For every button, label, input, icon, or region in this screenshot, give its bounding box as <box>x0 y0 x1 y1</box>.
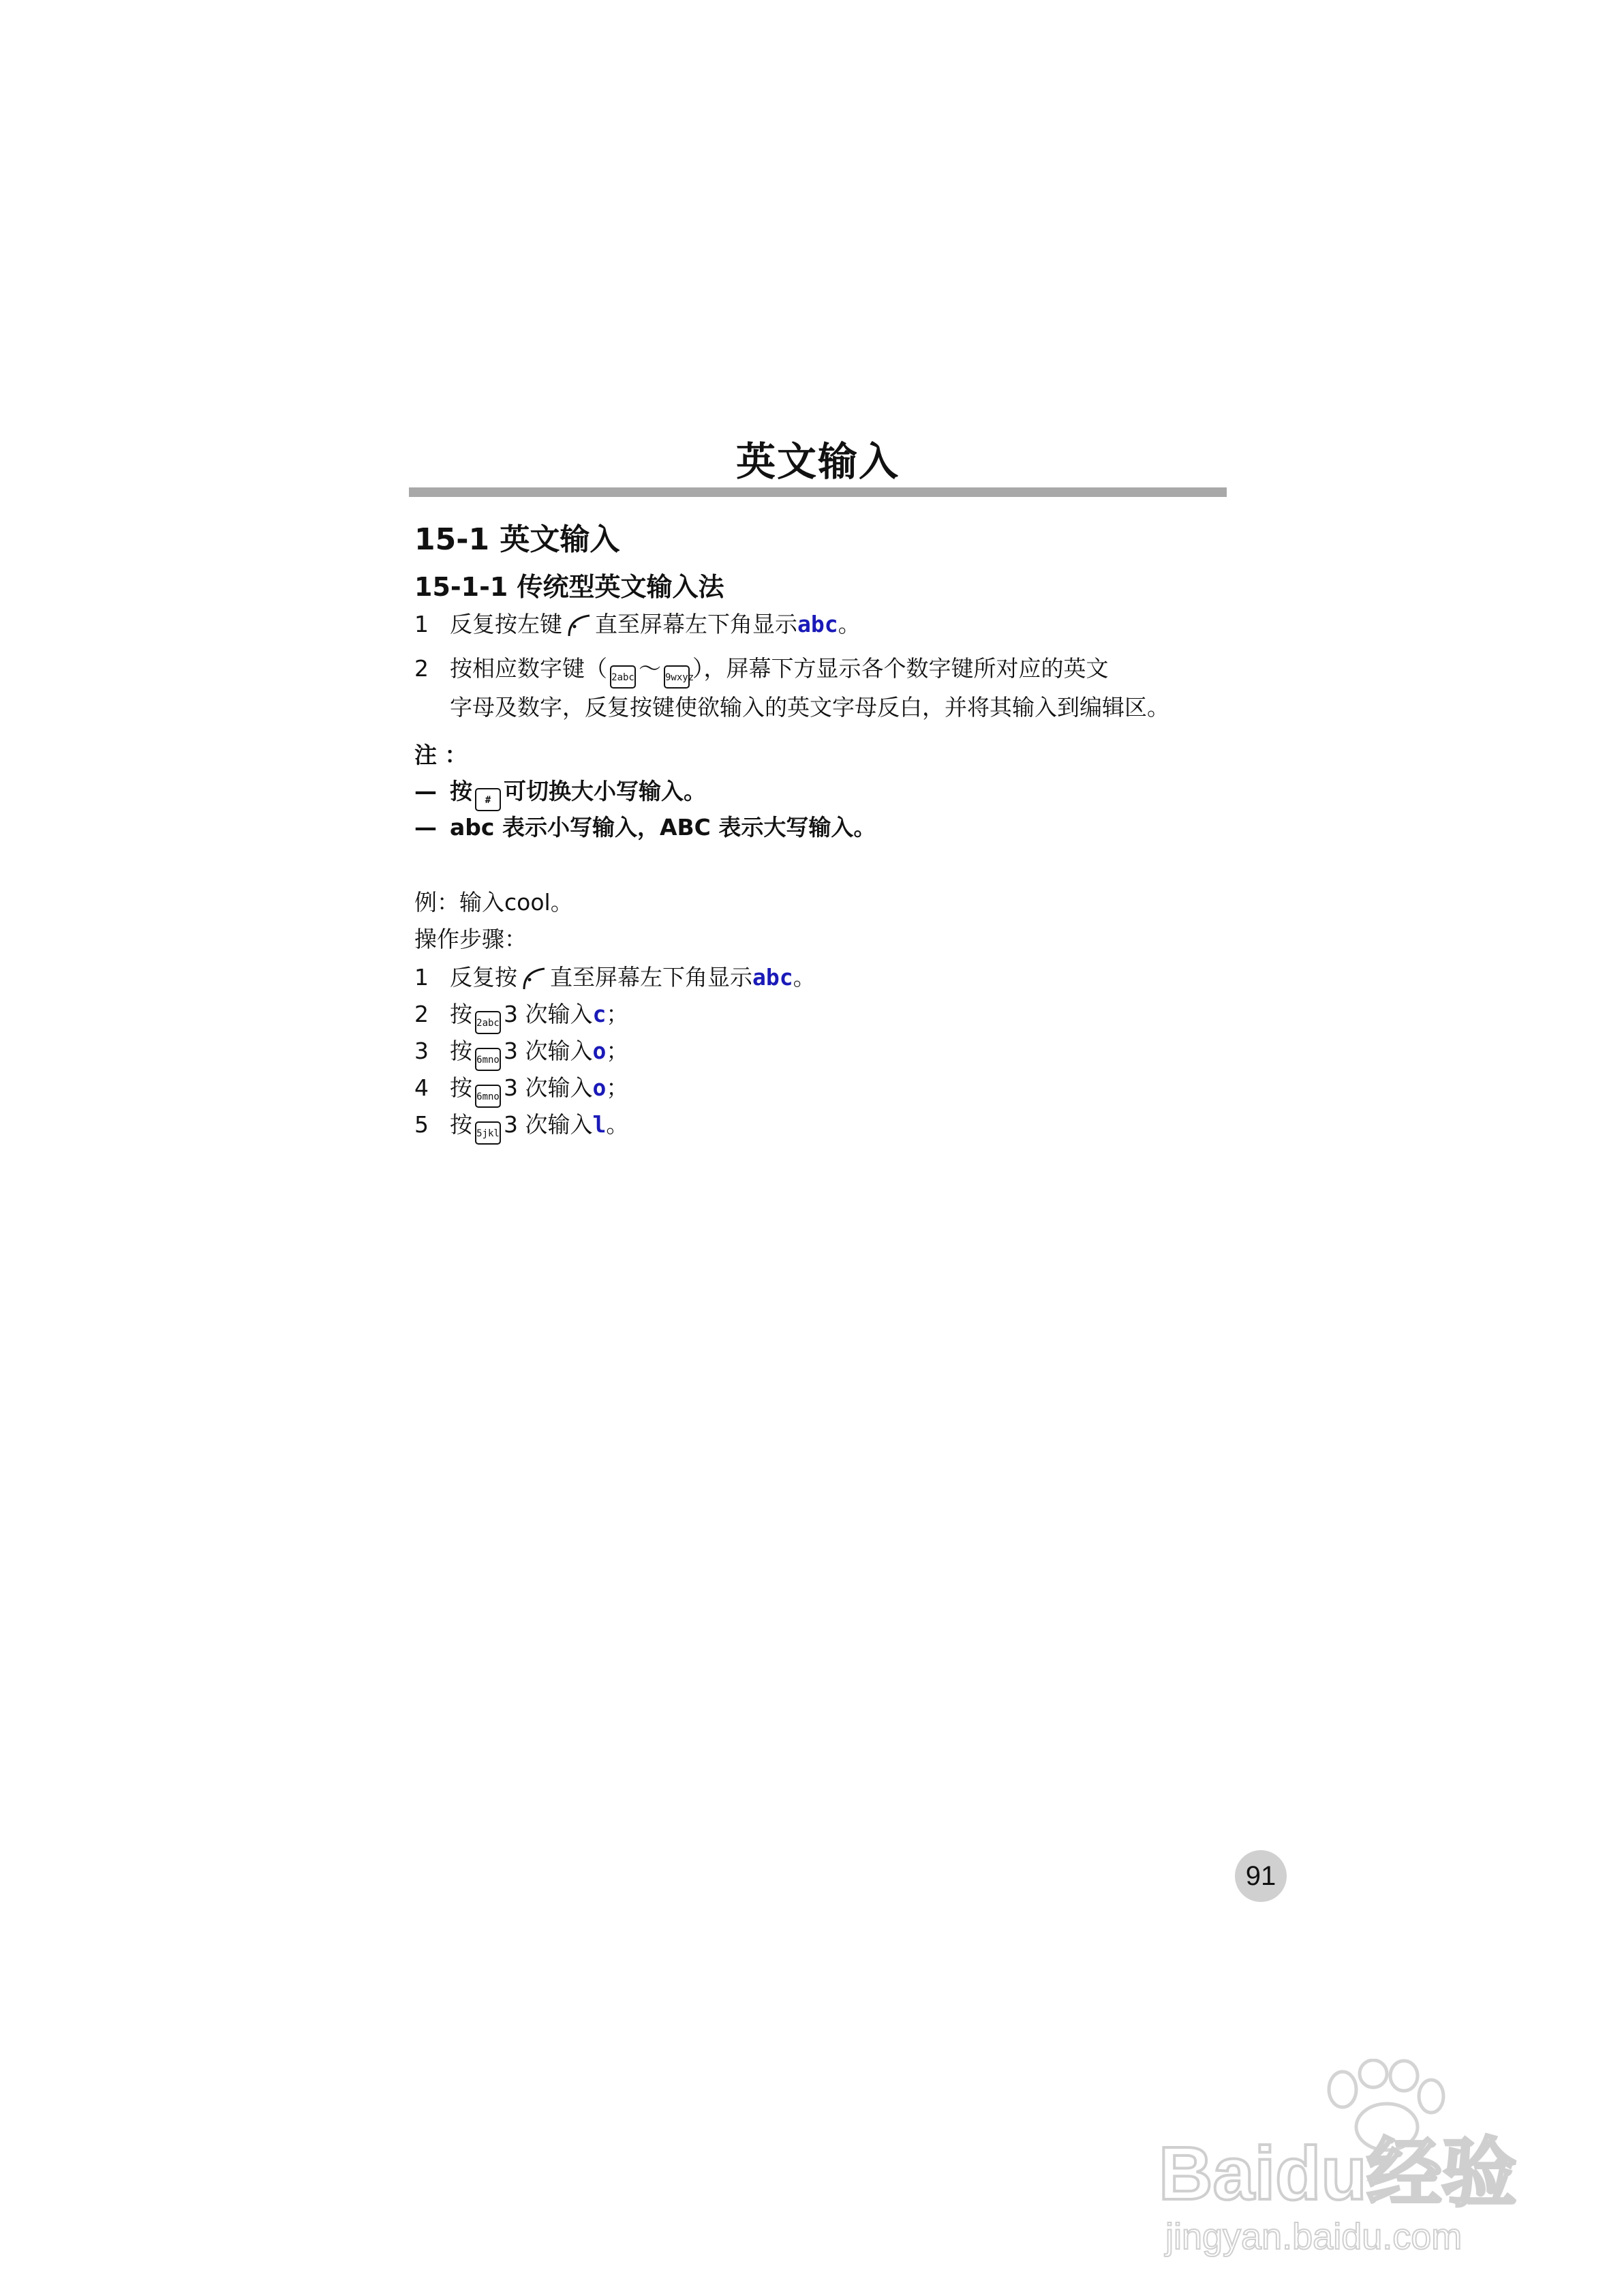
note-2 <box>414 810 876 842</box>
step-text: 3 次输入 <box>504 1038 593 1064</box>
key-6-icon: 6mno <box>475 1048 501 1071</box>
step-text: 按 <box>450 1001 472 1027</box>
watermark-url: jingyan.baidu.com <box>1165 2216 1463 2257</box>
page-number: 91 <box>1235 1850 1287 1902</box>
key-6-icon: 6mno <box>475 1085 501 1108</box>
left-softkey-icon <box>520 966 547 991</box>
dash: — <box>414 814 437 841</box>
step-number: 1 <box>414 964 429 991</box>
step-text: ； <box>606 1074 629 1101</box>
key-2-icon: 2abc <box>475 1011 501 1034</box>
key-5-icon: 5jkl <box>475 1121 501 1145</box>
step-number: 2 <box>414 655 429 682</box>
step-text: 直至屏幕左下角显示 <box>595 611 797 637</box>
example-step-2 <box>414 997 628 1034</box>
step-number: 2 <box>414 1001 429 1027</box>
steps-label: 操作步骤： <box>414 926 527 952</box>
step-text: 。 <box>606 1111 629 1138</box>
example-step-1 <box>414 960 816 992</box>
example-step-4 <box>414 1070 628 1108</box>
highlight-text: abc <box>797 611 838 637</box>
step-text: ； <box>606 1001 629 1027</box>
example-step-5 <box>414 1107 628 1145</box>
step-number: 1 <box>414 611 429 637</box>
step-text: 3 次输入 <box>504 1001 593 1027</box>
step-text: 3 次输入 <box>504 1074 593 1101</box>
note-text: 可切换大小写输入。 <box>504 778 706 804</box>
page-title: 英文输入 <box>735 438 900 485</box>
step-text: 按 <box>450 1038 472 1064</box>
step-text: 3 次输入 <box>504 1111 593 1138</box>
note-text: abc 表示小写输入，ABC 表示大写输入。 <box>450 814 876 841</box>
key-2-icon: 2abc <box>610 665 636 689</box>
step-number: 5 <box>414 1111 429 1138</box>
highlight-text: l <box>592 1111 607 1138</box>
step-text: 直至屏幕左下角显示 <box>550 964 752 991</box>
section-heading: 15-1 英文输入 <box>414 522 620 557</box>
highlight-text: c <box>592 1001 607 1027</box>
example-line: 例：输入cool。 <box>414 889 573 916</box>
step-text: ； <box>606 1038 629 1064</box>
highlight-text: o <box>592 1038 607 1064</box>
step-2-continued: 字母及数字，反复按键使欲输入的英文字母反白，并将其输入到编辑区。 <box>450 694 1169 721</box>
key-9-icon: 9wxyz <box>664 665 690 689</box>
step-text: 按相应数字键（ <box>450 655 607 682</box>
step-text: ），屏幕下方显示各个数字键所对应的英文 <box>692 655 1109 682</box>
watermark-brand: Baidu经验 <box>1159 2132 1517 2216</box>
step-1 <box>414 607 861 639</box>
dash: — <box>414 778 437 804</box>
highlight-text: abc <box>752 964 793 991</box>
step-text: 反复按 <box>450 964 517 991</box>
example-step-3 <box>414 1033 628 1071</box>
note-label: 注 ： <box>414 742 468 768</box>
step-text: 。 <box>793 964 816 991</box>
step-2 <box>414 651 1109 689</box>
key-hash-icon: # <box>475 788 501 811</box>
step-text: 按 <box>450 1074 472 1101</box>
step-number: 4 <box>414 1074 429 1101</box>
step-text: 。 <box>838 611 861 637</box>
step-text: 按 <box>450 1111 472 1138</box>
left-softkey-icon <box>565 613 592 637</box>
watermark <box>1159 2059 1540 2263</box>
tilde: ～ <box>639 655 661 682</box>
note-1 <box>414 774 706 811</box>
highlight-text: o <box>592 1074 607 1101</box>
note-text: 按 <box>450 778 472 804</box>
subsection-heading: 15-1-1 传统型英文输入法 <box>414 572 724 602</box>
step-number: 3 <box>414 1038 429 1064</box>
title-rule <box>409 487 1227 497</box>
step-text: 反复按左键 <box>450 611 562 637</box>
